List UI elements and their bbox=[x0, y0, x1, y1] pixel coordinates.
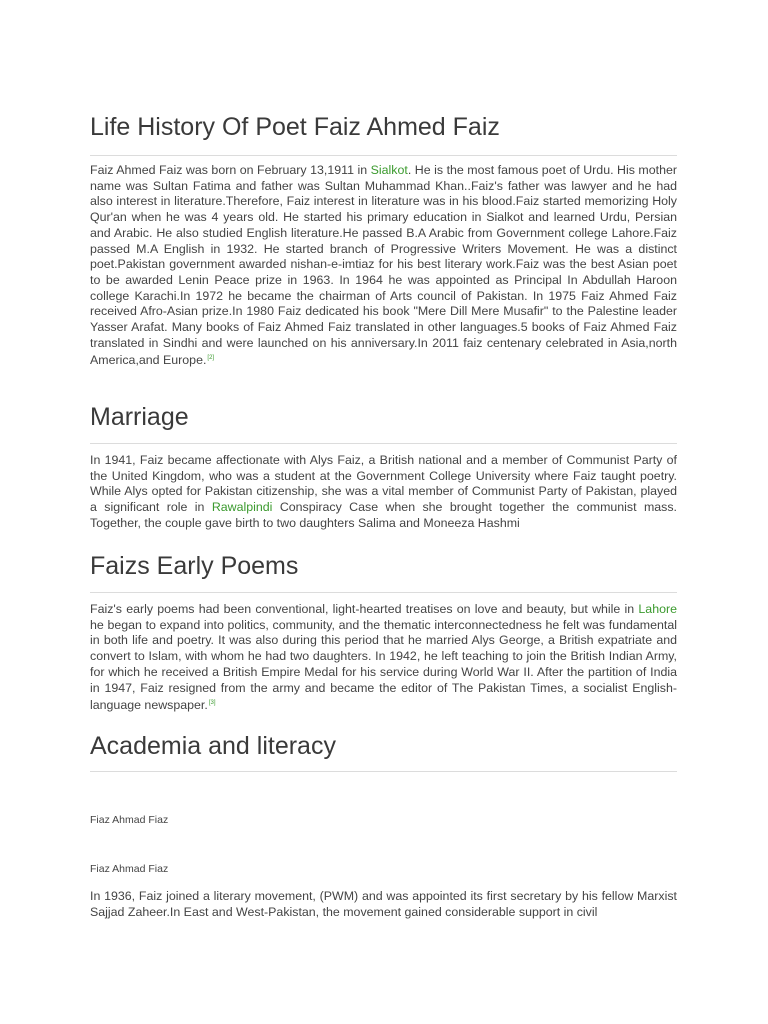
reference-marker[interactable]: [3] bbox=[208, 700, 216, 707]
intro-text-part-2: . He is the most famous poet of Urdu. His mother name was Sultan Fatima and father was Sultan Muhammad Khan..Faiz's father was lawyer and he had also interest in literature.Therefore, Faiz interest in literature was in his blood.Faiz started memorizing Holy Qur'an when he was 4 years old. He started his primary education in Sialkot and learned Urdu, Persian and Arabic. He also studied English literature.He passed B.A Arabic from Government college Lahore.Faiz passed M.A English in 1932. He started branch of Progressive Writers Movement. He was a distinct poet.Pakistan government awarded nishan-e-imtiaz for his best literary work.Faiz was the best Asian poet to be awarded Lenin Peace prize in 1963. In 1964 he was appointed as Principal In Abdullah Haroon college Karachi.In 1972 he became the chairman of Arts council of Pakistan. In 1975 Faiz Ahmed Faiz received Afro-Asian prize.In 1980 Faiz dedicated his book "Mere Dill Mere Musafir" to the Palestine leader Yasser Arafat. Many books of Faiz Ahmed Faiz translated in other languages.5 books of Faiz Ahmed Faiz translated in Sindhi and were launched on his anniversary.In 2011 faiz centenary celebrated in Asia,north America,and Europe. bbox=[90, 163, 677, 368]
title-divider bbox=[90, 155, 677, 156]
marriage-text-part-2: Conspiracy Case when she brought together the communist mass. Together, the couple gave birth to two daughters Salima and Moneeza Hashmi bbox=[90, 500, 677, 530]
marriage-paragraph bbox=[90, 453, 677, 532]
early-poems-heading: Faizs Early Poems bbox=[90, 552, 299, 580]
marriage-text-part-1: In 1941, Faiz became affectionate with Alys Faiz, a British national and a member of Communist Party of the United Kingdom, who was a student at the Government College University where Faiz taught poetry. While Alys opted for Pakistan citizenship, she was a vital member of Communist Party of Pakistan, played a significant role in bbox=[90, 453, 677, 515]
lahore-link[interactable]: Lahore bbox=[638, 602, 677, 616]
early-poems-divider bbox=[90, 592, 677, 593]
intro-paragraph bbox=[90, 163, 677, 369]
early-poems-text-part-2: he began to expand into politics, community, and the thematic interconnectedness he felt was fundamental in both life and poetry. It was also during this period that he married Alys George, a British expatriate and convert to Islam, with whom he had two daughters. In 1942, he left teaching to join the British Indian Army, for which he received a British Empire Medal for his service during World War II. After the partition of India in 1947, Faiz resigned from the army and became the editor of The Pakistan Times, a socialist English-language newspaper. bbox=[90, 617, 677, 713]
image-caption: Fiaz Ahmad Fiaz bbox=[90, 863, 169, 875]
academia-heading: Academia and literacy bbox=[90, 732, 336, 760]
marriage-divider bbox=[90, 443, 677, 444]
image-caption: Fiaz Ahmad Fiaz bbox=[90, 814, 169, 826]
early-poems-paragraph bbox=[90, 602, 677, 714]
reference-marker[interactable]: [2] bbox=[207, 355, 215, 362]
page-title: Life History Of Poet Faiz Ahmed Faiz bbox=[90, 113, 500, 141]
academia-divider bbox=[90, 771, 677, 772]
early-poems-text-part-1: Faiz's early poems had been conventional, light-hearted treatises on love and beauty, but while in bbox=[90, 602, 639, 616]
academia-paragraph: In 1936, Faiz joined a literary movement, (PWM) and was appointed its first secretary by his fellow Marxist Sajjad Zaheer.In East and West-Pakistan, the movement gained considerable support in civil bbox=[90, 889, 677, 919]
marriage-heading: Marriage bbox=[90, 403, 189, 431]
sialkot-link[interactable]: Sialkot bbox=[370, 163, 408, 177]
intro-text-part-1: Faiz Ahmed Faiz was born on February 13,1911 in bbox=[90, 163, 371, 177]
rawalpindi-link[interactable]: Rawalpindi bbox=[211, 500, 273, 515]
